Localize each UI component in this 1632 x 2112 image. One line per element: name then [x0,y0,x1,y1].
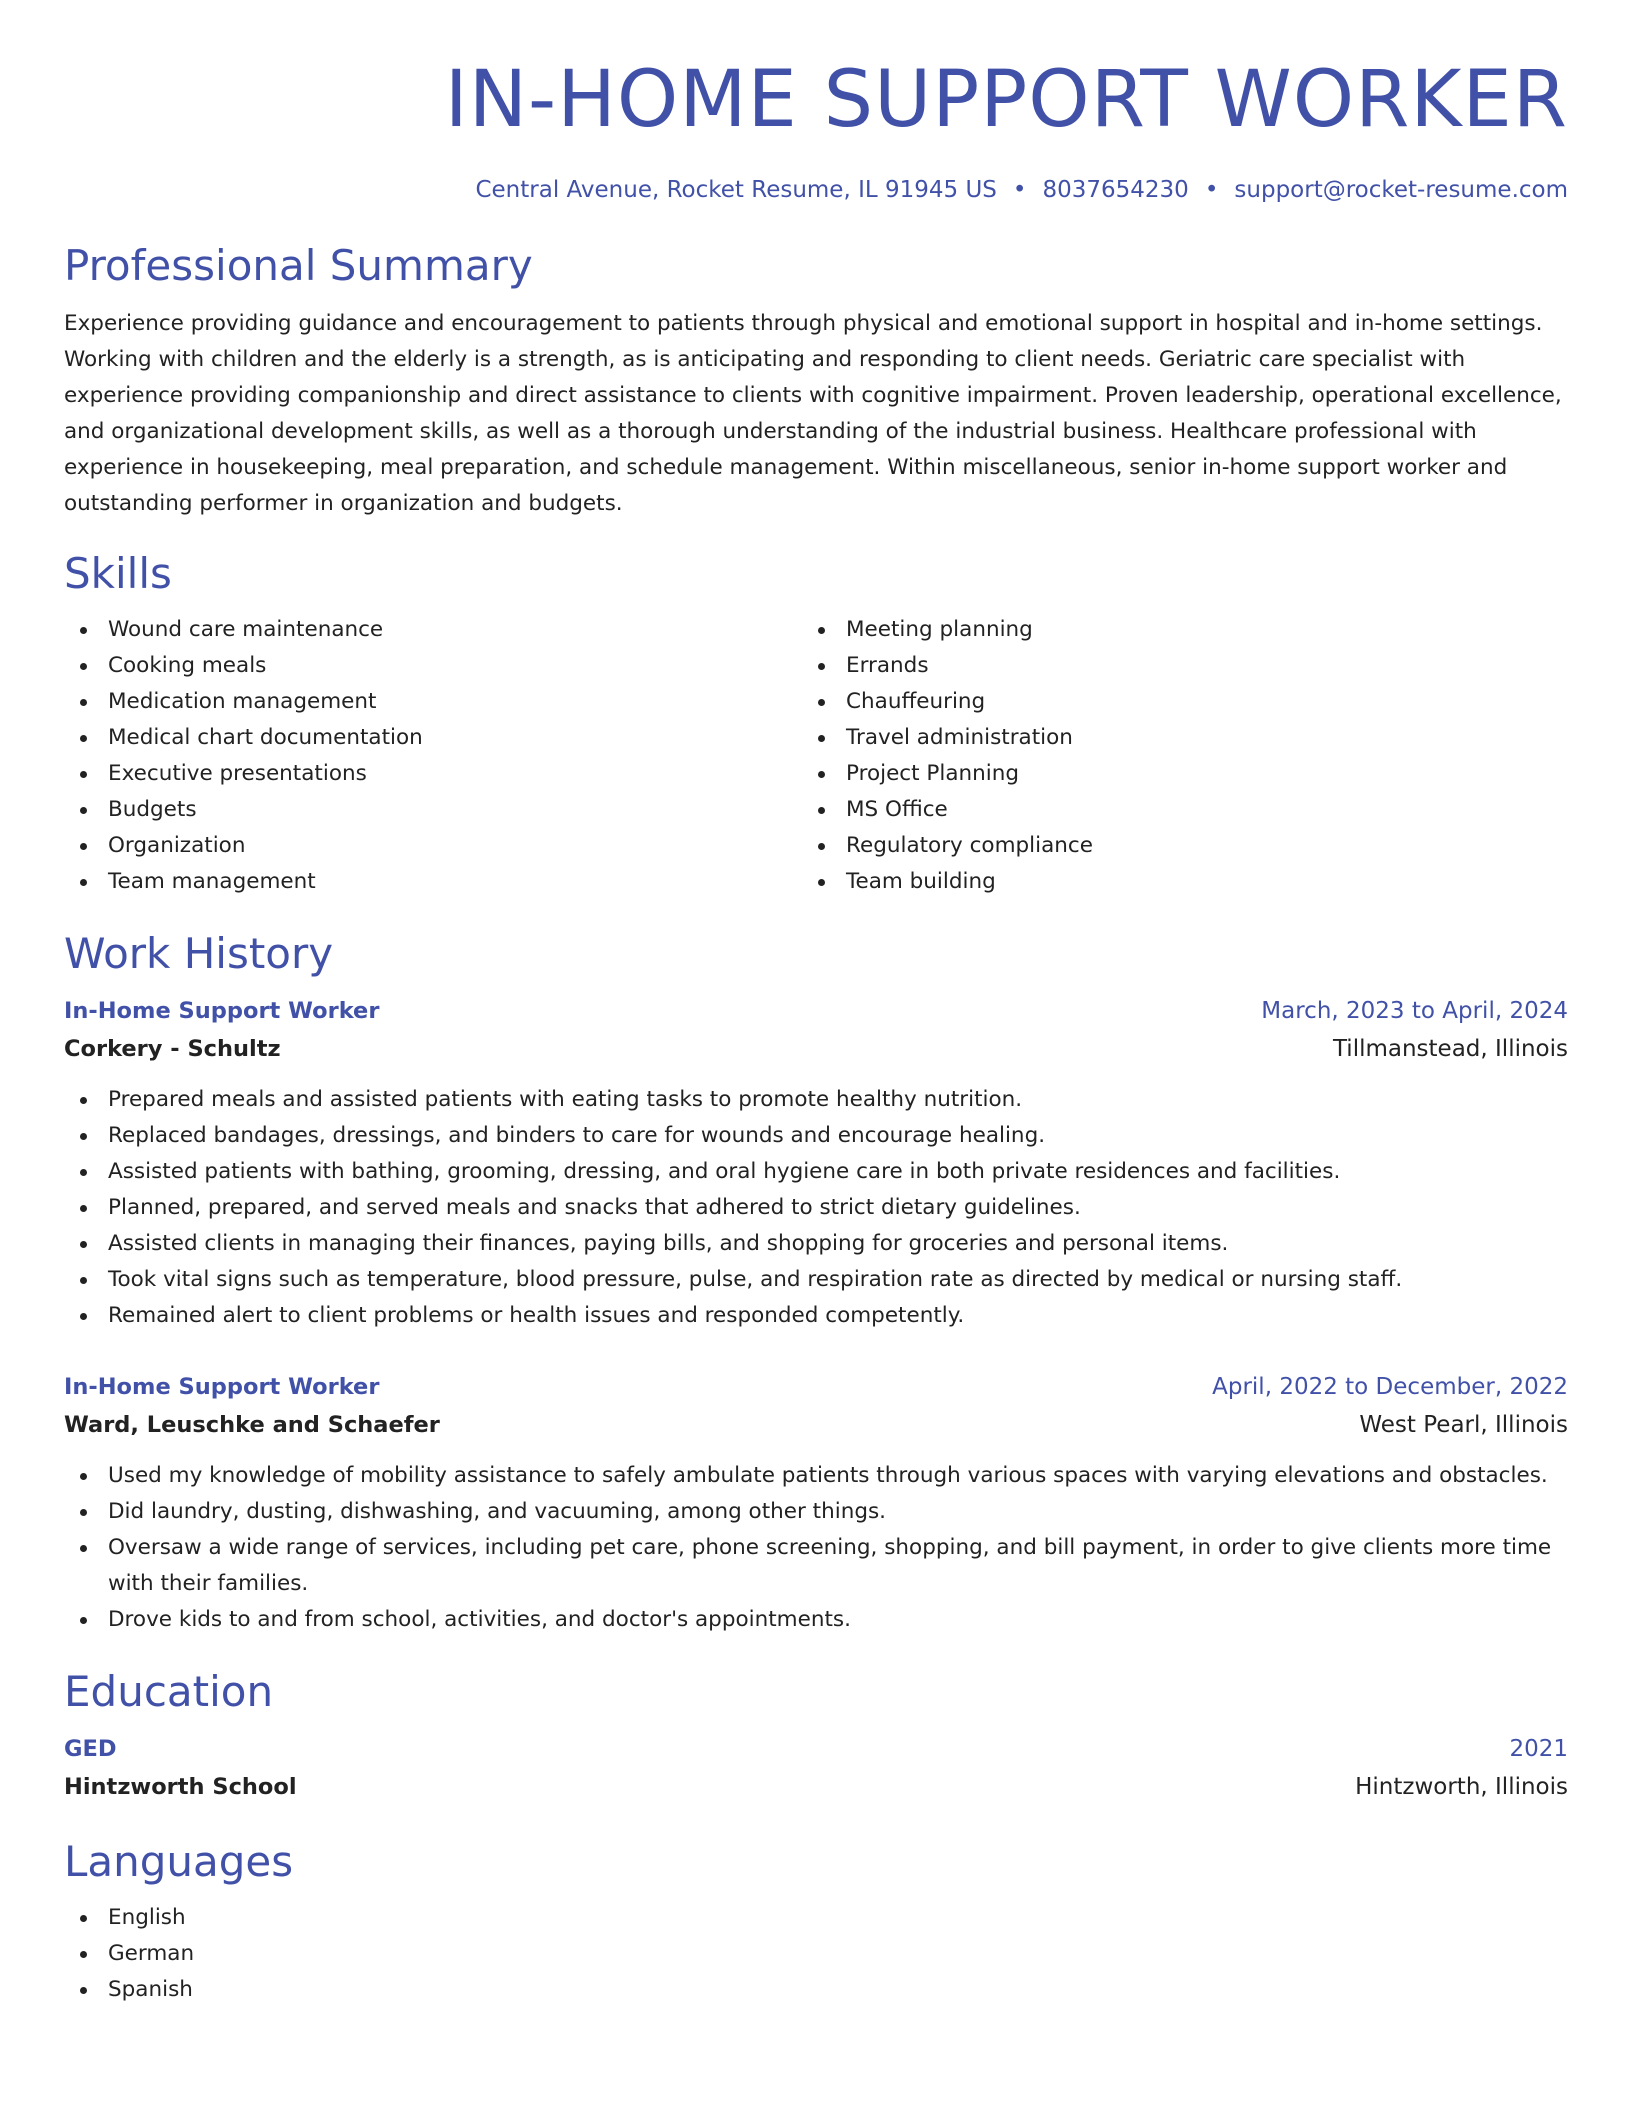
skill-item: Team building [802,864,1540,900]
duty-item: Oversaw a wide range of services, including pet care, phone screening, shopping, and bill payment, in order to give clients more time with their families. [64,1530,1568,1602]
job-dates: April, 2022 to December, 2022 [1212,1374,1568,1400]
education-entry [64,1730,1568,1806]
contact-address: Central Avenue, Rocket Resume, IL 91945 US [475,177,997,203]
resume-header [64,52,1568,206]
skill-item: Travel administration [802,720,1540,756]
education-school: Hintzworth School [64,1774,297,1800]
language-item: English [64,1900,1568,1936]
languages-list [64,1900,1568,2008]
education-heading: Education [64,1667,274,1716]
job-location: Tillmanstead, Illinois [1332,1036,1568,1062]
job-location: West Pearl, Illinois [1359,1412,1568,1438]
candidate-name: IN-HOME SUPPORT WORKER [444,55,1568,145]
summary-text: Experience providing guidance and encouragement to patients through physical and emotional support in hospital and in-home settings. Working with children and the elderly is a strength, as is anticipating and responding to client needs. Geriatric care specialist with experience providing companionship and direct assistance to clients with cognitive impairment. Proven leadership, operational excellence, and organizational development skills, as well as a thorough understanding of the industrial business. Healthcare professional with experience in housekeeping, meal preparation, and schedule management. Within miscellaneous, senior in-home support worker and outstanding performer in organization and budgets. [64,311,1562,516]
job-title: In-Home Support Worker [64,998,380,1024]
contact-phone[interactable]: 8037654230 [1042,177,1189,203]
skill-item: Wound care maintenance [64,612,802,648]
contact-line [64,174,1568,206]
skill-item: Chauffeuring [802,684,1540,720]
job-header-row [64,992,1568,1030]
languages-heading: Languages [64,1837,294,1886]
job-company: Ward, Leuschke and Schaefer [64,1412,440,1438]
skill-item: Medical chart documentation [64,720,802,756]
job-entry [64,1368,1568,1638]
education-year: 2021 [1509,1736,1568,1762]
job-company: Corkery - Schultz [64,1036,281,1062]
skill-item: Meeting planning [802,612,1540,648]
education-header-row [64,1730,1568,1768]
language-item: German [64,1936,1568,1972]
duty-item: Did laundry, dusting, dishwashing, and vacuuming, among other things. [64,1494,1568,1530]
skills-list [64,612,1568,900]
skill-item: Budgets [64,792,802,828]
skills-column-left [64,612,802,900]
job-title: In-Home Support Worker [64,1374,380,1400]
duty-item: Assisted patients with bathing, grooming, dressing, and oral hygiene care in both private residences and facilities. [64,1154,1568,1190]
language-item: Spanish [64,1972,1568,2008]
duty-item: Prepared meals and assisted patients with eating tasks to promote healthy nutrition. [64,1082,1568,1118]
skill-item: Errands [802,648,1540,684]
duty-item: Replaced bandages, dressings, and binders to care for wounds and encourage healing. [64,1118,1568,1154]
summary-heading: Professional Summary [64,241,533,290]
job-entry [64,992,1568,1334]
education-school-row [64,1768,1568,1806]
duty-item: Remained alert to client problems or health issues and responded competently. [64,1298,1568,1334]
contact-separator: • [1012,177,1027,203]
skill-item: Team management [64,864,802,900]
skill-item: Project Planning [802,756,1540,792]
work-history-heading: Work History [64,929,334,978]
job-duties [64,1458,1568,1638]
duty-item: Assisted clients in managing their finances, paying bills, and shopping for groceries and personal items. [64,1226,1568,1262]
skill-item: MS Office [802,792,1540,828]
contact-email[interactable]: support@rocket-resume.com [1234,177,1568,203]
education-degree: GED [64,1736,117,1762]
job-company-row [64,1406,1568,1444]
job-duties [64,1082,1568,1334]
skills-column-right [802,612,1540,900]
job-dates: March, 2023 to April, 2024 [1261,998,1568,1024]
skill-item: Cooking meals [64,648,802,684]
skill-item: Executive presentations [64,756,802,792]
job-header-row [64,1368,1568,1406]
education-location: Hintzworth, Illinois [1355,1774,1568,1800]
skill-item: Organization [64,828,802,864]
duty-item: Planned, prepared, and served meals and snacks that adhered to strict dietary guidelines. [64,1190,1568,1226]
skill-item: Medication management [64,684,802,720]
duty-item: Used my knowledge of mobility assistance to safely ambulate patients through various spaces with varying elevations and obstacles. [64,1458,1568,1494]
job-company-row [64,1030,1568,1068]
duty-item: Took vital signs such as temperature, blood pressure, pulse, and respiration rate as directed by medical or nursing staff. [64,1262,1568,1298]
duty-item: Drove kids to and from school, activities, and doctor's appointments. [64,1602,1568,1638]
contact-separator: • [1204,177,1219,203]
skill-item: Regulatory compliance [802,828,1540,864]
skills-heading: Skills [64,549,172,598]
